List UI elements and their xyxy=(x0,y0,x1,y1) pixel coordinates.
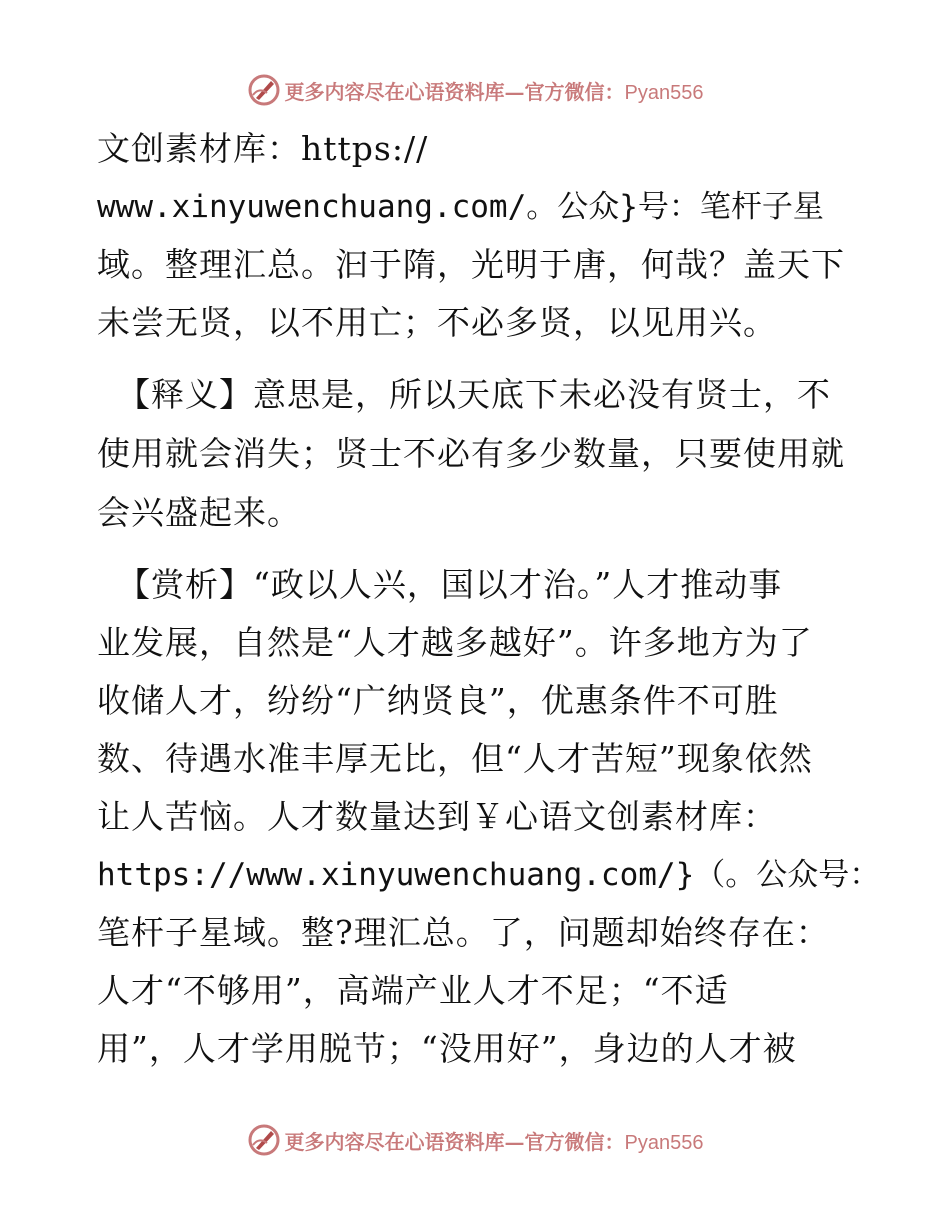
banner-dash: — xyxy=(504,1129,525,1154)
banner-wechat-label: 官方微信： xyxy=(524,79,625,104)
text-line: 数、待遇水准丰厚无比，但“人才苦短”现象依然 xyxy=(97,739,813,778)
quill-logo-icon xyxy=(247,1123,281,1157)
text-line: 会兴盛起来。 xyxy=(97,493,301,532)
banner-site-text: 更多内容尽在心语资料库 xyxy=(284,79,505,104)
banner-dash: — xyxy=(504,79,525,104)
text-line: 让人苦恼。人才数量达到￥心语文创素材库： xyxy=(97,797,777,836)
text-line: https://www.xinyuwenchuang.com/}（。公众号： xyxy=(97,857,881,893)
text-line: 使用就会消失；贤士不必有多少数量，只要使用就 xyxy=(97,434,845,473)
banner-text xyxy=(285,76,704,105)
header-banner xyxy=(0,70,950,110)
text-line: 【释义】意思是，所以天底下未必没有贤士，不 xyxy=(117,375,831,414)
quill-logo-icon xyxy=(247,73,281,107)
text-line: 业发展，自然是“人才越多越好”。许多地方为了 xyxy=(97,623,813,662)
text-line: 未尝无贤，以不用亡；不必多贤，以见用兴。 xyxy=(97,303,777,342)
banner-wechat-id: Pyan556 xyxy=(624,81,704,104)
banner-text xyxy=(285,1126,704,1155)
text-line: 【赏析】“政以人兴，国以才治。”人才推动事 xyxy=(117,565,783,604)
text-line: 笔杆子星域。整?理汇总。了，问题却始终存在： xyxy=(97,913,830,952)
text-line: 文创素材库：https:// xyxy=(97,129,429,168)
text-line: 用”，人才学用脱节；“没用好”，身边的人才被 xyxy=(97,1029,797,1068)
text-line: 域。整理汇总。汩于隋，光明于唐，何哉？盖天下 xyxy=(97,245,845,284)
text-line: 人才“不够用”，高端产业人才不足；“不适 xyxy=(97,971,729,1010)
text-line: 收储人才，纷纷“广纳贤良”，优惠条件不可胜 xyxy=(97,681,779,720)
banner-wechat-label: 官方微信： xyxy=(524,1129,625,1154)
banner-site-text: 更多内容尽在心语资料库 xyxy=(284,1129,505,1154)
text-line: www.xinyuwenchuang.com/。公众}号：笔杆子星 xyxy=(97,189,824,225)
banner-wechat-id: Pyan556 xyxy=(624,1131,704,1154)
footer-banner xyxy=(0,1120,950,1160)
